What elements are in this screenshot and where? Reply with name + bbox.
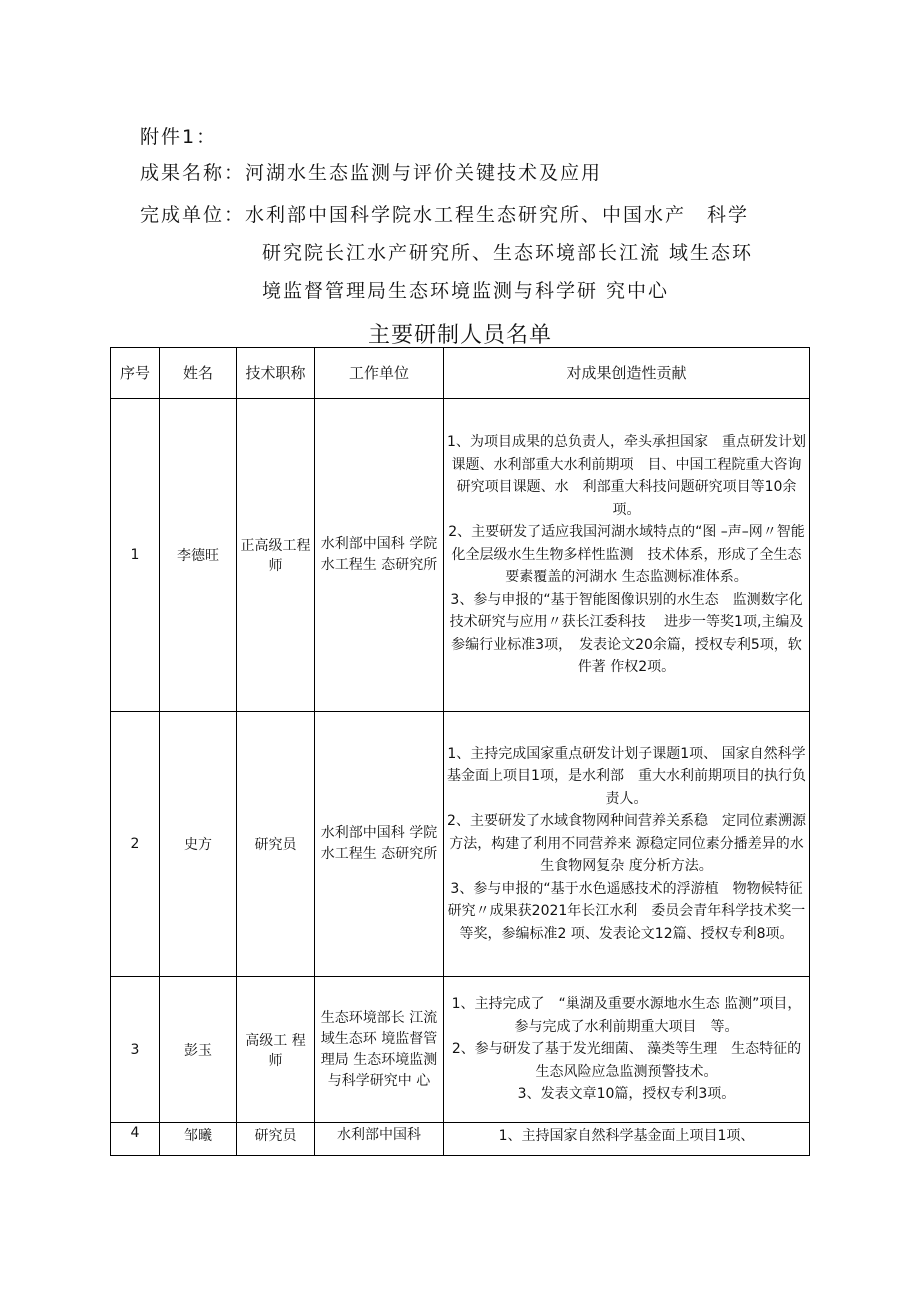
- cell-name: 彭玉: [160, 977, 237, 1123]
- header-unit: 工作单位: [315, 348, 444, 399]
- unit-label: 完成单位：: [140, 204, 246, 226]
- contribution-item: 2、主要研发了水域食物网种间营养关系稳 定同位素溯源方法，构建了利用不同营养来 源稳定同位素分播差异的水生食物网复杂 度分析方法。: [447, 813, 806, 875]
- header-title: 技术职称: [237, 348, 315, 399]
- cell-name: 史方: [160, 712, 237, 977]
- contribution-item: 2、参与研发了基于发光细菌、 藻类等生理 生态特征的生态风险应急监测预警技术。: [451, 1041, 802, 1080]
- cell-unit: 水利部中国科 学院水工程生 态研究所: [315, 399, 444, 712]
- cell-unit: 水利部中国科: [315, 1123, 444, 1156]
- contribution-item: 1、主持完成了 “巢湖及重要水源地水生态 监测”项目，参与完成了水利前期重大项目 等。: [451, 996, 802, 1035]
- achievement-line: [140, 158, 602, 185]
- header-contribution: 对成果创造性贡献: [444, 348, 810, 399]
- cell-contribution: [444, 399, 810, 712]
- cell-seq: 3: [111, 977, 160, 1123]
- table-row: [111, 712, 810, 977]
- header-name: 姓名: [160, 348, 237, 399]
- contribution-item: 3、参与申报的“基于水色遥感技术的浮游植 物物候特征研究〃成果获2021年长江水利 委员会青年科学技术奖一等奖，参编标准2 项、发表论文12篇、授权专利8项。: [447, 880, 806, 942]
- cell-title: 研究员: [237, 712, 315, 977]
- cell-contribution: [444, 712, 810, 977]
- contribution-item: 1、主持完成国家重点研发计划子课题1项、 国家自然科学基金面上项目1项，是水利部 重大水利前期项目的执行负责人。: [447, 745, 806, 807]
- roster-title: 主要研制人员名单: [367, 323, 552, 348]
- cell-title: 研究员: [237, 1123, 315, 1156]
- table-row: [111, 1123, 810, 1156]
- unit-text-1: 水利部中国科学院水工程生态研究所、中国水产 科学: [245, 204, 750, 226]
- cell-contribution: [444, 977, 810, 1123]
- cell-unit: 生态环境部长 江流域生态环 境监督管理局 生态环境监测 与科学研究中 心: [315, 977, 444, 1123]
- achievement-label: 成果名称：: [140, 162, 246, 184]
- header-seq: 序号: [111, 348, 160, 399]
- table-header-row: [111, 348, 810, 399]
- contribution-item: 1、为项目成果的总负责人，牵头承担国家 重点研发计划课题、水利部重大水利前期项 目、中国工程院重大咨询研究项目课题、水 利部重大科技问题研究项目等10余项。: [447, 434, 806, 518]
- table-row: [111, 399, 810, 712]
- cell-unit: 水利部中国科 学院水工程生 态研究所: [315, 712, 444, 977]
- personnel-table: [110, 347, 810, 1156]
- cell-title: 正高级工程师: [237, 399, 315, 712]
- attachment-label: 附件1：: [140, 126, 218, 148]
- cell-contribution: [444, 1123, 810, 1156]
- cell-seq: 1: [111, 399, 160, 712]
- contribution-item: 3、参与申报的“基于智能图像识别的水生态 监测数字化技术研究与应用〃获长江委科技 进步一等奖1项,主编及参编行业标准3项， 发表论文20余篇，授权专利5项，软件著 作权2项。: [449, 591, 804, 676]
- contribution-item: 2、主要研发了适应我国河湖水域特点的“图 –声–网〃智能化全层级水生生物多样性监测 技术体系，形成了全生态要素覆盖的河湖水 生态监测标准体系。: [448, 524, 805, 586]
- unit-line-1: [140, 200, 749, 227]
- unit-line-2: 研究院长江水产研究所、生态环境部长江流 域生态环: [262, 242, 754, 264]
- cell-seq: 2: [111, 712, 160, 977]
- cell-seq: 4: [111, 1123, 160, 1156]
- unit-line-3: 境监督管理局生态环境监测与科学研 究中心: [262, 280, 670, 302]
- achievement-name: 河湖水生态监测与评价关键技术及应用: [245, 162, 603, 184]
- cell-name: 邹曦: [160, 1123, 237, 1156]
- contribution-item: 1、主持国家自然科学基金面上项目1项、: [498, 1128, 755, 1144]
- contribution-item: 3、发表文章10篇，授权专利3项。: [517, 1086, 736, 1103]
- cell-name: 李德旺: [160, 399, 237, 712]
- cell-title: 高级工 程师: [237, 977, 315, 1123]
- table-row: [111, 977, 810, 1123]
